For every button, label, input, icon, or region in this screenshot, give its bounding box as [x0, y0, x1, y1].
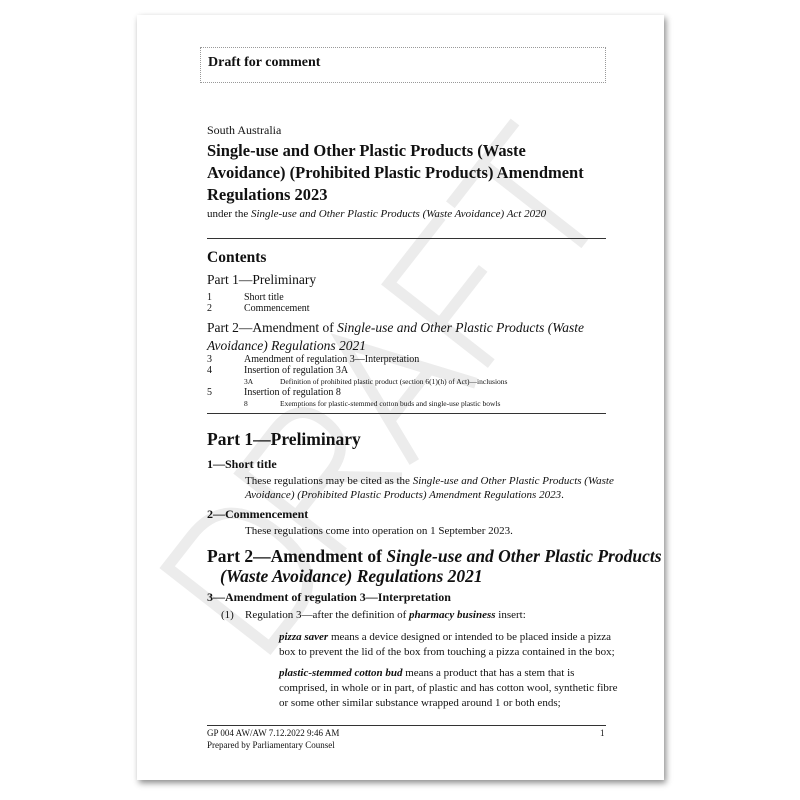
toc-num: 3 — [207, 354, 212, 365]
toc-num: 5 — [207, 387, 212, 398]
toc-item[interactable]: Insertion of regulation 3A — [244, 365, 349, 376]
definition-line: or some other similar substance wrapped around 1 or both ends; — [279, 697, 561, 709]
footer-code: GP 004 AW/AW 7.12.2022 9:46 AM — [207, 728, 340, 738]
toc-item[interactable]: Short title — [244, 292, 284, 303]
toc-part2-prefix: Part 2—Amendment of — [207, 320, 338, 335]
defined-term: pizza saver — [279, 631, 329, 643]
section-text — [245, 490, 564, 501]
footer-prepared: Prepared by Parliamentary Counsel — [207, 740, 335, 750]
section-heading: 2—Commencement — [207, 507, 309, 521]
part2-title: Single-use and Other Plastic Products — [386, 546, 662, 566]
act-name: Single-use and Other Plastic Products (Waste Avoidance) Act 2020 — [250, 208, 547, 220]
title-line: Regulations 2023 — [207, 185, 328, 204]
toc-item[interactable]: Commencement — [244, 303, 310, 314]
part2-prefix: Part 2—Amendment of — [207, 546, 387, 566]
part2-heading — [207, 548, 662, 566]
subsection-text — [245, 610, 526, 621]
under-act — [207, 209, 546, 220]
section-text — [245, 476, 614, 487]
toc-part2[interactable] — [207, 321, 584, 335]
defined-term: plastic-stemmed cotton bud — [279, 667, 403, 679]
toc-item[interactable]: Insertion of regulation 8 — [244, 387, 341, 398]
section-text: These regulations come into operation on 1 September 2023. — [245, 525, 513, 537]
text-run: These regulations may be cited as the — [245, 475, 413, 487]
contents-heading: Contents — [207, 249, 267, 266]
jurisdiction: South Australia — [207, 123, 282, 137]
section-heading: 3—Amendment of regulation 3—Interpretation — [207, 590, 451, 604]
defined-term: pharmacy business — [409, 609, 496, 621]
toc-item[interactable]: Amendment of regulation 3—Interpretation — [244, 354, 420, 365]
toc-num: 1 — [207, 292, 212, 303]
title-line: Avoidance) (Prohibited Plastic Products) Amendment — [207, 163, 584, 182]
toc-num: 4 — [207, 365, 212, 376]
part1-heading: Part 1—Preliminary — [207, 429, 361, 449]
divider — [207, 413, 606, 414]
part2-heading-line2: (Waste Avoidance) Regulations 2021 — [220, 566, 483, 586]
text-run: means a device designed or intended to be placed inside a pizza — [328, 631, 612, 643]
act-name: Avoidance) (Prohibited Plastic Products) Amendment Regulations 2023 — [245, 489, 562, 501]
section-heading: 1—Short title — [207, 457, 277, 471]
divider — [207, 238, 606, 239]
definition-line: comprised, in whole or in part, of plastic and has cotton wool, synthetic fibre — [279, 682, 618, 694]
toc-subitem[interactable]: Exemptions for plastic-stemmed cotton buds and single-use plastic bowls — [280, 399, 501, 408]
text-run: insert: — [495, 609, 526, 621]
toc-part1[interactable]: Part 1—Preliminary — [207, 272, 317, 287]
definition — [279, 632, 611, 643]
subsection-number: (1) — [221, 609, 234, 621]
text-run: . — [561, 489, 564, 501]
definition — [279, 668, 574, 679]
under-prefix: under the — [207, 208, 251, 220]
toc-subnum: 3A — [244, 377, 254, 386]
toc-subitem[interactable]: Definition of prohibited plastic product (section 6(1)(h) of Act)—inclusions — [280, 377, 508, 386]
draft-label: Draft for comment — [208, 55, 321, 70]
definition-line: box to prevent the lid of the box from touching a pizza contained in the box; — [279, 646, 615, 658]
toc-part2-title: Single-use and Other Plastic Products (Waste — [337, 320, 584, 335]
toc-num: 2 — [207, 303, 212, 314]
text-run: means a product that has a stem that is — [402, 667, 575, 679]
toc-subnum: 8 — [244, 399, 248, 408]
footer-divider — [207, 725, 606, 726]
act-name: Single-use and Other Plastic Products (Waste — [412, 475, 614, 487]
title-line: Single-use and Other Plastic Products (Waste — [207, 141, 526, 160]
toc-part2-line2[interactable]: Avoidance) Regulations 2021 — [207, 338, 366, 353]
page-number: 1 — [600, 728, 605, 738]
text-run: Regulation 3—after the definition of — [245, 609, 410, 621]
